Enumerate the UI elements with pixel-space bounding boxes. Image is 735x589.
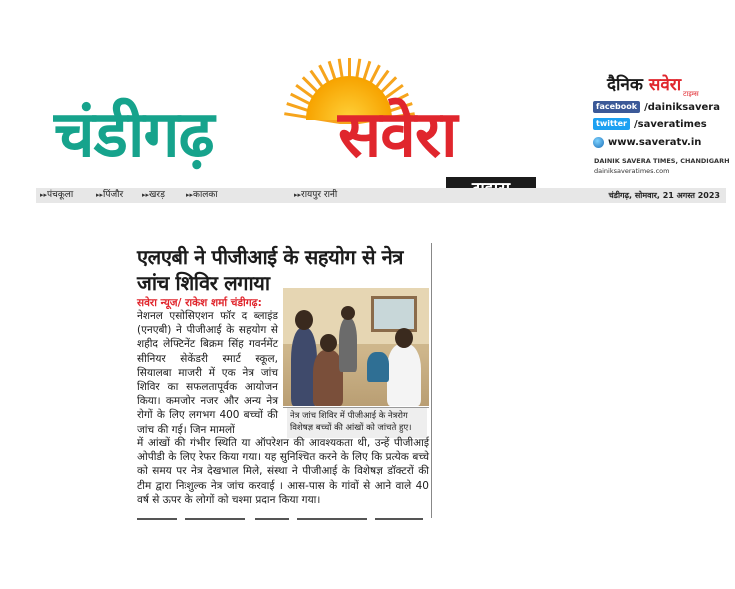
cut-off-text-line (137, 514, 429, 524)
article-photo (283, 288, 429, 406)
facebook-row (593, 100, 720, 114)
brand-logo-small: टाइम्स (683, 90, 699, 98)
website-row (593, 135, 701, 149)
brand-logo-text-2: सवेरा (648, 75, 682, 95)
masthead (36, 50, 730, 210)
twitter-badge: twitter (593, 118, 630, 130)
masthead-title-part2: सवेरा (338, 98, 457, 172)
photo-caption: नेत्र जांच शिविर में पीजीआई के नेत्ररोग विशेषज्ञ बच्चों की आंखों को जांचते हुए। (287, 408, 427, 438)
brand-logo (607, 72, 681, 95)
globe-icon (593, 137, 604, 148)
article-body-narrow: नेशनल एसोसिएशन फॉर द ब्लाइंड (एनएबी) ने पीजीआई के सहयोग से शहीद लेफ्टिनेंट बिक्रम सिंह गवर्नमेंट सीनियर सेकेंडरी स्मार्ट स्कूल, सियालबा माजरी में एक नेत्र जांच शिविर का सफलतापूर्वक आयोजन किया। कमजोर नजर और अन्य नेत्र रोगों के लिए लगभग 400 बच्चों की जांच की गई। जिन मामलों (137, 310, 278, 436)
article-byline: सवेरा न्यूज/ राकेश शर्मा चंडीगढ़: (137, 297, 262, 309)
article-body-wide: में आंखों की गंभीर स्थिति या ऑपरेशन की आवश्यकता थी, उन्हें पीजीआई ओपीडी के लिए रेफर किया गया। यह सुनिश्चित करने के लिए कि प्रत्येक बच्चे को समय पर नेत्र देखभाल मिले, संस्था ने पीजीआई के विशेषज्ञ डॉक्टरों की टीम द्वारा निःशुल्क नेत्र जांच करवाई । आस-पास के गांवों से आने वाले 40 वर्ष से ऊपर के लोगों को चश्मा प्रदान किया गया। (137, 437, 429, 506)
publisher-email: dainiksaveratimes.com (594, 167, 670, 175)
publisher-address: DAINIK SAVERA TIMES, CHANDIGARH (594, 157, 730, 165)
masthead-title-part1: चंडीगढ़ (54, 98, 214, 172)
website-link: www.saveratv.in (608, 136, 702, 148)
city-item: ▸▸ रायपुर रानी (294, 188, 337, 203)
dateline: चंडीगढ़, सोमवार, 21 अगस्त 2023 (608, 191, 720, 200)
brand-logo-text-1: दैनिक (607, 75, 643, 95)
city-item: ▸▸ खरड़ (142, 188, 165, 203)
facebook-badge: facebook (593, 101, 640, 113)
twitter-handle: /saveratimes (633, 118, 707, 130)
city-item: ▸▸ पंचकूला (40, 188, 73, 203)
article-headline: एलएबी ने पीजीआई के सहयोग से नेत्र जांच शिविर लगाया (137, 245, 403, 295)
column-divider (431, 243, 432, 518)
facebook-handle: /dainiksavera (644, 101, 720, 113)
twitter-row (593, 117, 707, 131)
city-item: ▸▸ कालका (186, 188, 218, 203)
city-bar (36, 188, 726, 203)
city-item: ▸▸ पिंजौर (96, 188, 123, 203)
